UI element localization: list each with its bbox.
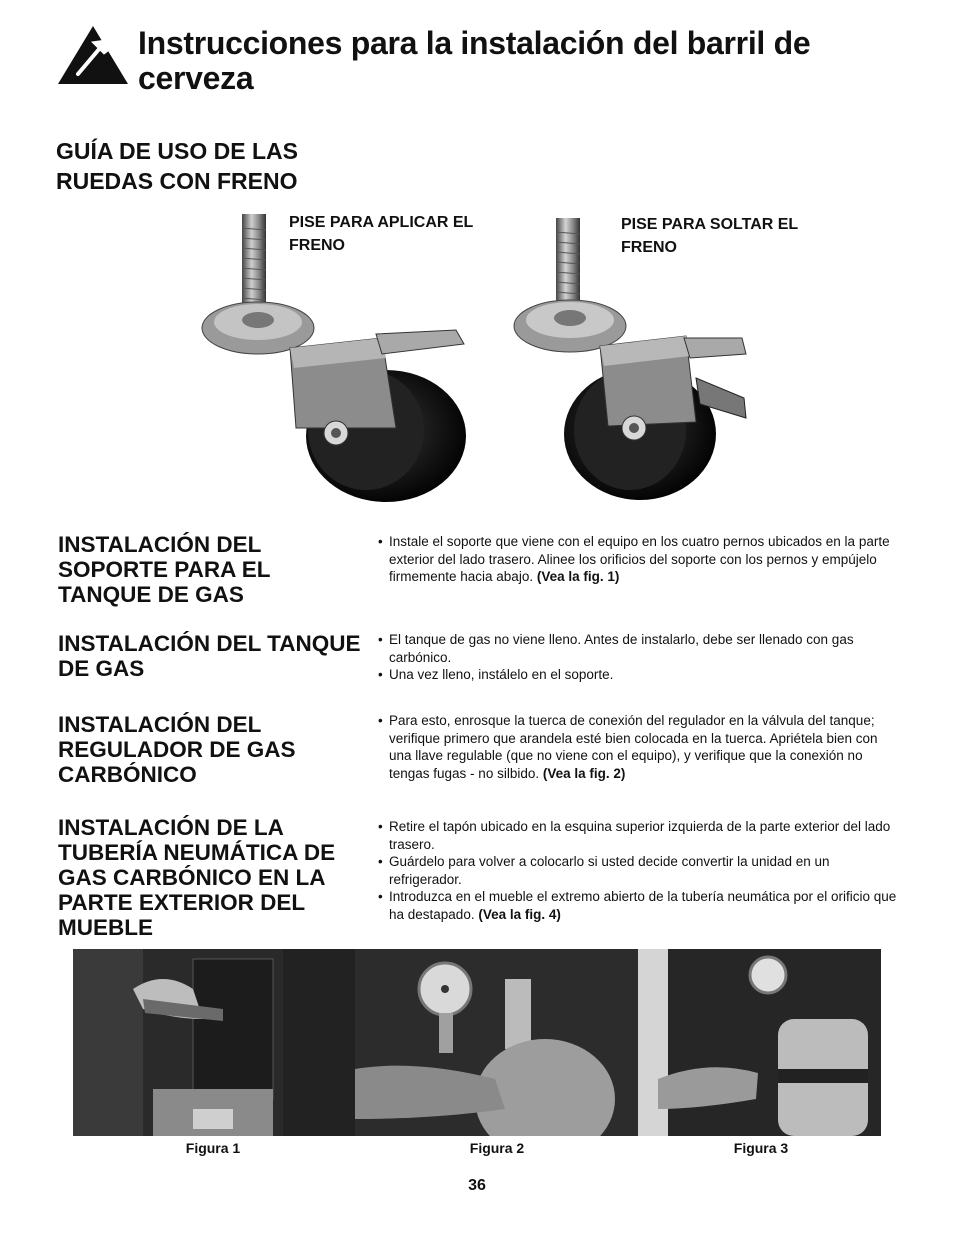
figure-2-photo [355,949,638,1136]
page-title: Instrucciones para la instalación del barril de cerveza [138,25,811,96]
figure-strip [73,949,881,1136]
warning-hammer-icon [56,24,130,86]
figure-1-photo [73,949,355,1136]
list-item: • Instale el soporte que viene con el equipo en los cuatro pernos ubicados en la parte exterior del lado trasero. Alinee los orificios del soporte con los pernos y empújelo firmemente hacia abajo. (Vea la fig. 1) [378,534,890,584]
list-item: • Para esto, enrosque la tuerca de conexión del regulador en la válvula del tanque; verifique primero que arandela esté bien colocada en la tuerca. Apriételа bien con una llave regulable (que no viene con el equipo), y verifique que la conexión no tengas fugas - no silbido. (Vea la fig. 2) [378,713,878,781]
list-item: • Introduzca en el mueble el extremo abierto de la tubería neumática por el orificio que ha destapado. (Vea la fig. 4) [378,889,897,922]
section-text-gas-tank [378,631,898,684]
figure-1-caption: Figura 1 [185,1140,241,1156]
section-text-regulator [378,712,898,782]
section-heading-gas-bracket: INSTALACIÓN DEL SOPORTE PARA EL TANQUE DE GAS [58,532,271,607]
section-text-gas-bracket [378,533,898,586]
section-heading-regulator: INSTALACIÓN DEL REGULADOR DE GAS CARBÓNICO [58,712,296,787]
release-brake-label: PISE PARA SOLTAR EL FRENO [621,216,798,256]
list-item: • Retire el tapón ubicado en la esquina superior izquierda de la parte exterior del lado trasero. [378,819,891,852]
list-item: • Una vez lleno, instálelo en el soporte. [378,667,614,682]
list-item: • Guárdelo para volver a colocarlo si usted decide convertir la unidad en un refrigerador. [378,854,830,887]
list-item: • El tanque de gas no viene lleno. Antes de instalarlo, debe ser llenado con gas carbónico. [378,632,854,665]
section-heading-air-line: INSTALACIÓN DE LA TUBERÍA NEUMÁTICA DE GAS CARBÓNICO EN LA PARTE EXTERIOR DEL MUEBLE [58,815,336,940]
figure-2-caption: Figura 2 [469,1140,525,1156]
section-heading-gas-tank: INSTALACIÓN DEL TANQUE DE GAS [58,631,361,681]
caster-guide-heading: GUÍA DE USO DE LAS RUEDAS CON FRENO [56,138,298,194]
figure-3-photo [638,949,881,1136]
figure-3-caption: Figura 3 [733,1140,789,1156]
page-number: 36 [468,1177,486,1194]
apply-brake-label: PISE PARA APLICAR EL FRENO [289,214,474,254]
section-text-air-line [378,818,898,923]
